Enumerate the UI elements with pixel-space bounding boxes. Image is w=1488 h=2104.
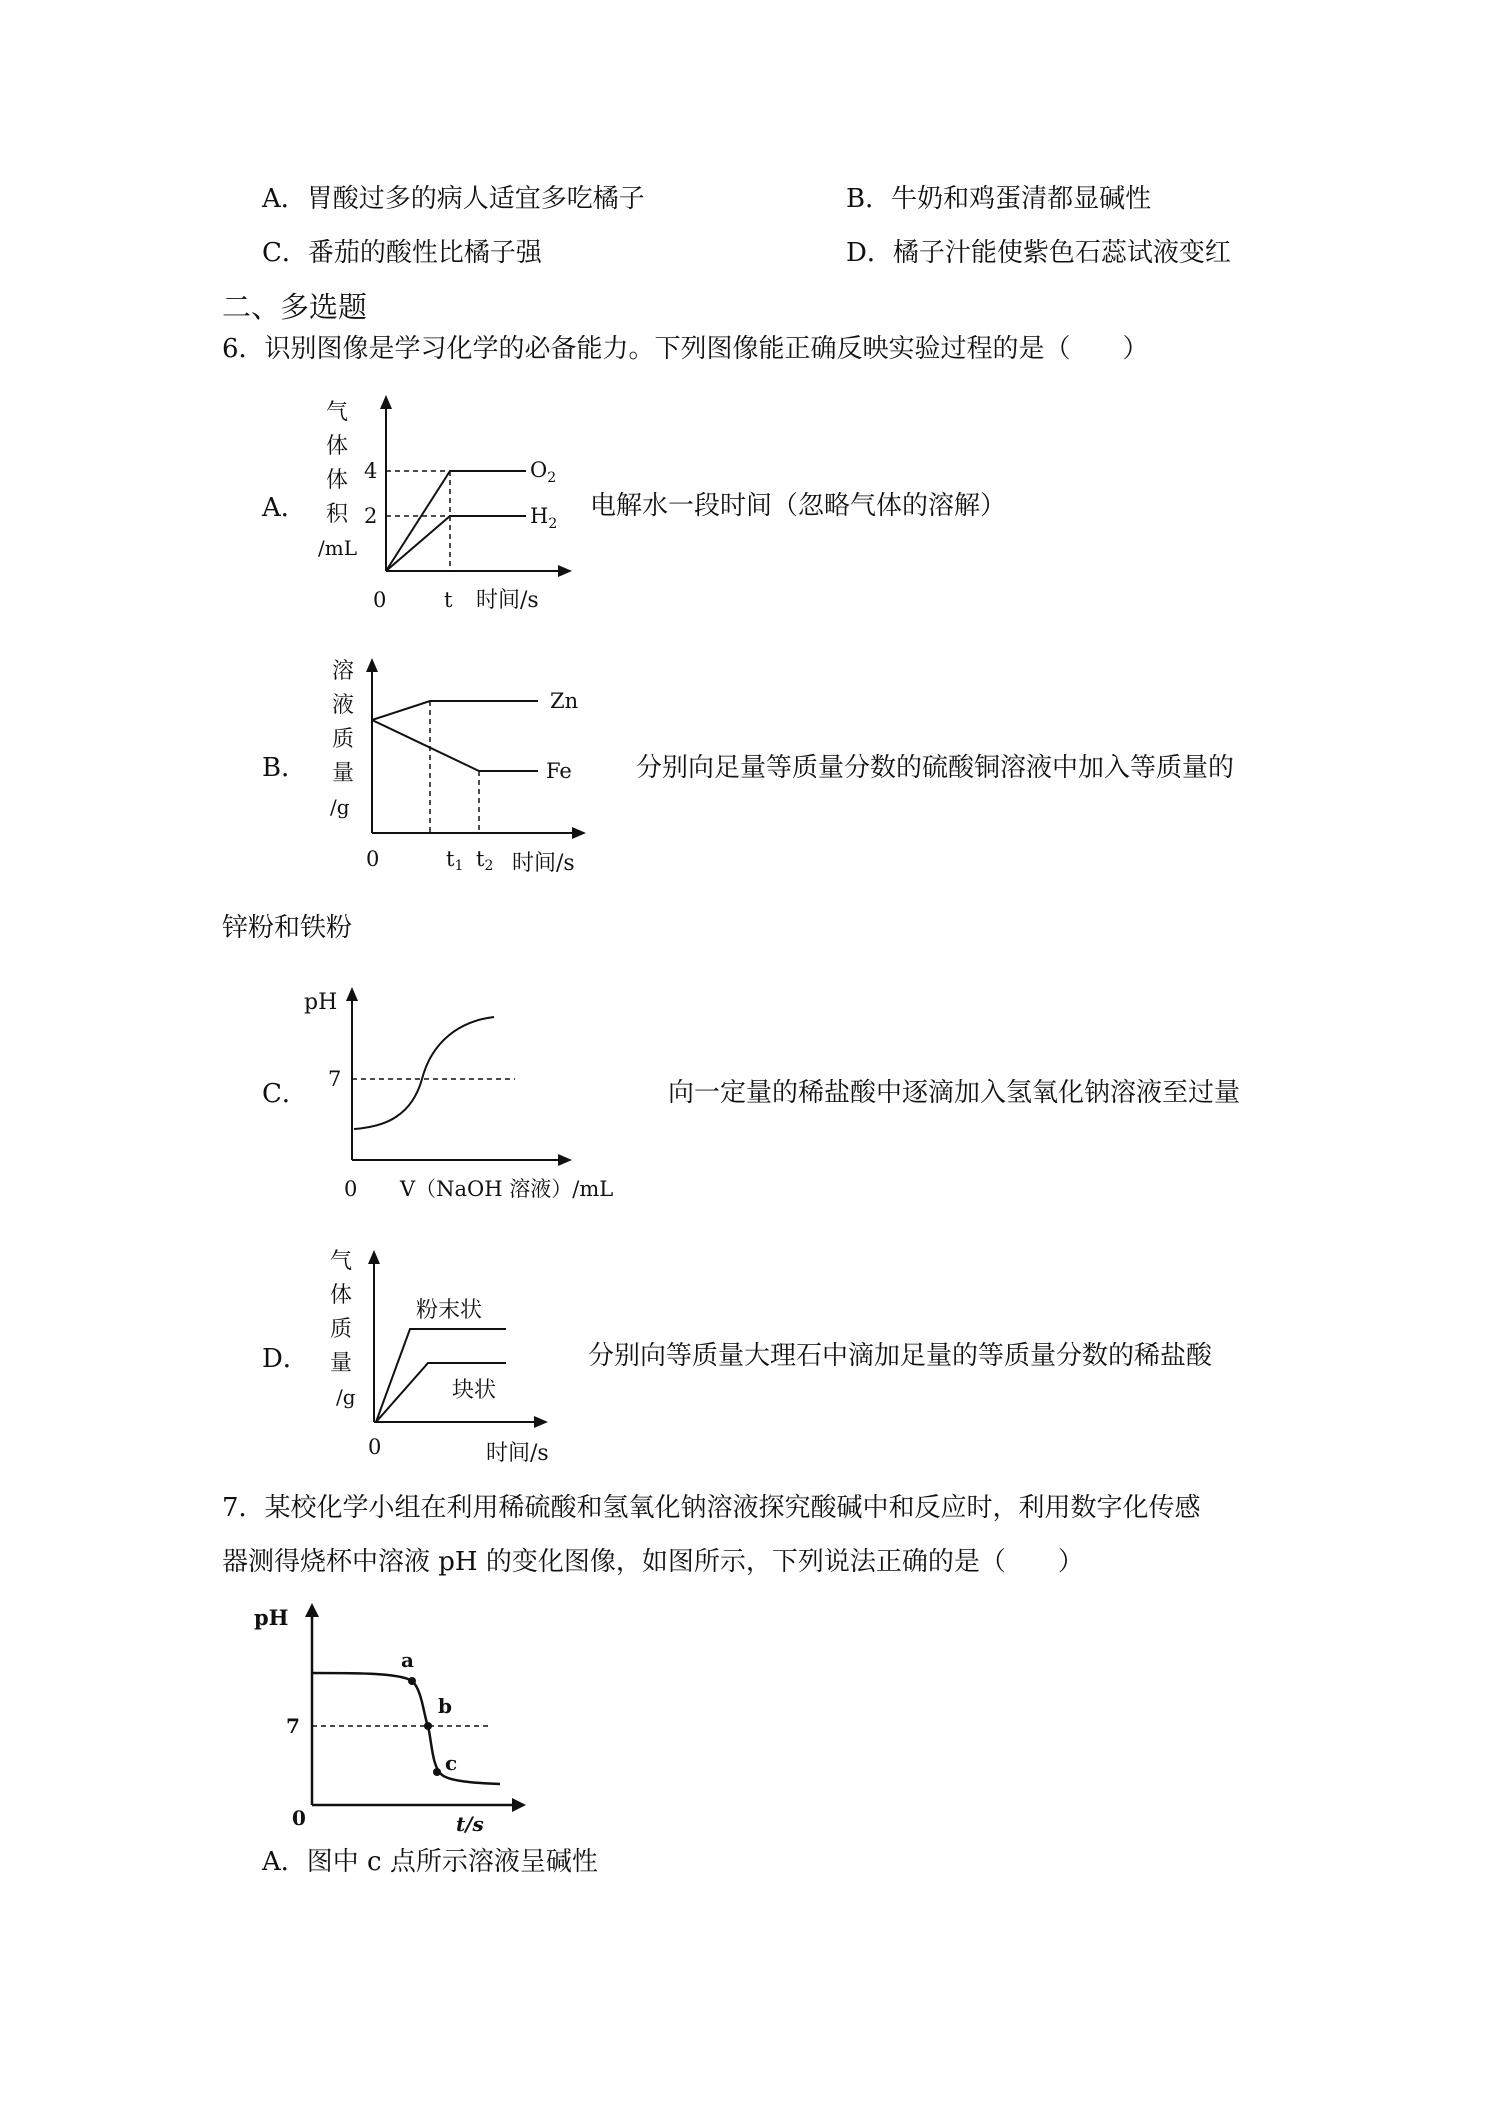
series-label-zn: Zn xyxy=(550,689,579,713)
q7-stem-line1: 7．某校化学小组在利用稀硫酸和氢氧化钠溶液探究酸碱中和反应时，利用数字化传感 xyxy=(222,1493,1201,1523)
series-label-fe: Fe xyxy=(546,759,572,783)
q6-chart-d xyxy=(300,1240,600,1475)
x-axis-arrow xyxy=(572,827,586,839)
series-line-o2 xyxy=(386,471,526,571)
origin-label: 0 xyxy=(344,1177,358,1201)
q6-option-d-text: 分别向等质量大理石中滴加足量的等质量分数的稀盐酸 xyxy=(588,1341,1213,1371)
series-label-block: 块状 xyxy=(452,1378,497,1403)
q6-option-c-text: 向一定量的稀盐酸中逐滴加入氢氧化钠溶液至过量 xyxy=(668,1078,1241,1108)
point-a xyxy=(408,1677,416,1685)
x-axis-label: t/s xyxy=(456,1812,484,1836)
point-b xyxy=(424,1722,432,1730)
q5-option-c: C．番茄的酸性比橘子强 xyxy=(262,238,542,268)
y-tick-label: 4 xyxy=(364,459,378,483)
point-label-a: a xyxy=(401,1648,414,1672)
origin-label: 0 xyxy=(368,1435,382,1459)
q6-option-b-letter: B． xyxy=(262,753,308,783)
q6-chart-c xyxy=(300,975,660,1210)
y-axis-label: pH xyxy=(304,990,338,1015)
x-axis-label: 时间/s xyxy=(512,851,575,876)
point-label-b: b xyxy=(438,1694,452,1718)
ylabel-char: 量 xyxy=(330,1351,353,1376)
series-line-h2 xyxy=(386,516,526,571)
ylabel-char: 量 xyxy=(332,761,355,786)
origin-label: 0 xyxy=(373,588,387,612)
ylabel-char: 质 xyxy=(330,1317,353,1342)
series-label-o2: $O_2$ xyxy=(530,458,557,486)
q7-stem-line2: 器测得烧杯中溶液 pH 的变化图像，如图所示，下列说法正确的是（ ） xyxy=(222,1547,1084,1577)
x-axis-label: 时间/s xyxy=(486,1441,549,1466)
origin-label: 0 xyxy=(366,847,380,871)
q6-option-d-letter: D． xyxy=(262,1344,309,1374)
ylabel-char: 体 xyxy=(326,434,349,459)
ylabel-char: 溶 xyxy=(332,659,355,684)
q7-chart xyxy=(250,1595,550,1835)
y-axis-arrow xyxy=(366,658,378,672)
q6-option-c-letter: C． xyxy=(262,1079,308,1109)
x-tick-label: t xyxy=(444,588,453,612)
ylabel-unit: /g xyxy=(330,795,350,819)
q5-option-a: A．胃酸过多的病人适宜多吃橘子 xyxy=(262,184,645,214)
y-axis-arrow xyxy=(380,395,392,409)
q6-chart-a xyxy=(300,385,600,620)
x-axis-arrow xyxy=(534,1416,548,1428)
ph-curve xyxy=(312,1673,500,1784)
q6-option-b-text: 分别向足量等质量分数的硫酸铜溶液中加入等质量的 xyxy=(636,753,1235,783)
series-label-powder: 粉末状 xyxy=(416,1298,483,1323)
ylabel-char: 质 xyxy=(332,727,355,752)
y-tick-label: 2 xyxy=(364,504,378,528)
series-curve xyxy=(354,1017,494,1129)
ylabel-char: 液 xyxy=(332,693,355,718)
ylabel-char: 体 xyxy=(326,468,349,493)
section-title: 二、多选题 xyxy=(222,290,368,324)
q6-stem: 6．识别图像是学习化学的必备能力。下列图像能正确反映实验过程的是（ ） xyxy=(222,334,1149,364)
q6-chart-b xyxy=(300,650,620,885)
y-tick-label: 7 xyxy=(286,1714,300,1738)
ylabel-char: 体 xyxy=(330,1283,353,1308)
q6-option-b-continuation: 锌粉和铁粉 xyxy=(222,913,353,943)
series-line-powder xyxy=(376,1329,506,1422)
point-label-c: c xyxy=(445,1751,458,1775)
x-axis-label: V（NaOH 溶液）/mL xyxy=(400,1177,614,1201)
q5-option-d: D．橘子汁能使紫色石蕊试液变红 xyxy=(846,238,1231,268)
q6-option-a-text: 电解水一段时间（忽略气体的溶解） xyxy=(590,491,1007,521)
x-tick-label: t2 xyxy=(476,847,494,874)
x-axis-arrow xyxy=(558,1154,572,1166)
q5-option-b: B．牛奶和鸡蛋清都显碱性 xyxy=(846,184,1152,214)
y-tick-label: 7 xyxy=(328,1067,342,1091)
x-axis-arrow xyxy=(558,565,572,577)
series-label-h2: $H_2$ xyxy=(530,504,558,532)
ylabel-unit: /g xyxy=(336,1385,356,1409)
ylabel-unit: /mL xyxy=(318,536,357,560)
y-axis-arrow xyxy=(305,1603,319,1617)
x-axis-arrow xyxy=(512,1798,526,1812)
origin-label: 0 xyxy=(292,1806,306,1830)
y-axis-arrow xyxy=(368,1250,380,1264)
ylabel-char: 积 xyxy=(326,502,349,527)
series-line-zn xyxy=(372,701,538,720)
x-tick-label: t1 xyxy=(446,847,464,874)
series-line-fe xyxy=(372,720,538,771)
ylabel-char: 气 xyxy=(330,1249,353,1274)
point-c xyxy=(433,1768,441,1776)
x-axis-label: 时间/s xyxy=(476,588,539,613)
y-axis-label: pH xyxy=(254,1605,289,1630)
y-axis-arrow xyxy=(346,987,358,1001)
ylabel-char: 气 xyxy=(326,400,349,425)
q6-option-a-letter: A． xyxy=(262,493,307,523)
q7-option-a: A．图中 c 点所示溶液呈碱性 xyxy=(262,1847,598,1877)
